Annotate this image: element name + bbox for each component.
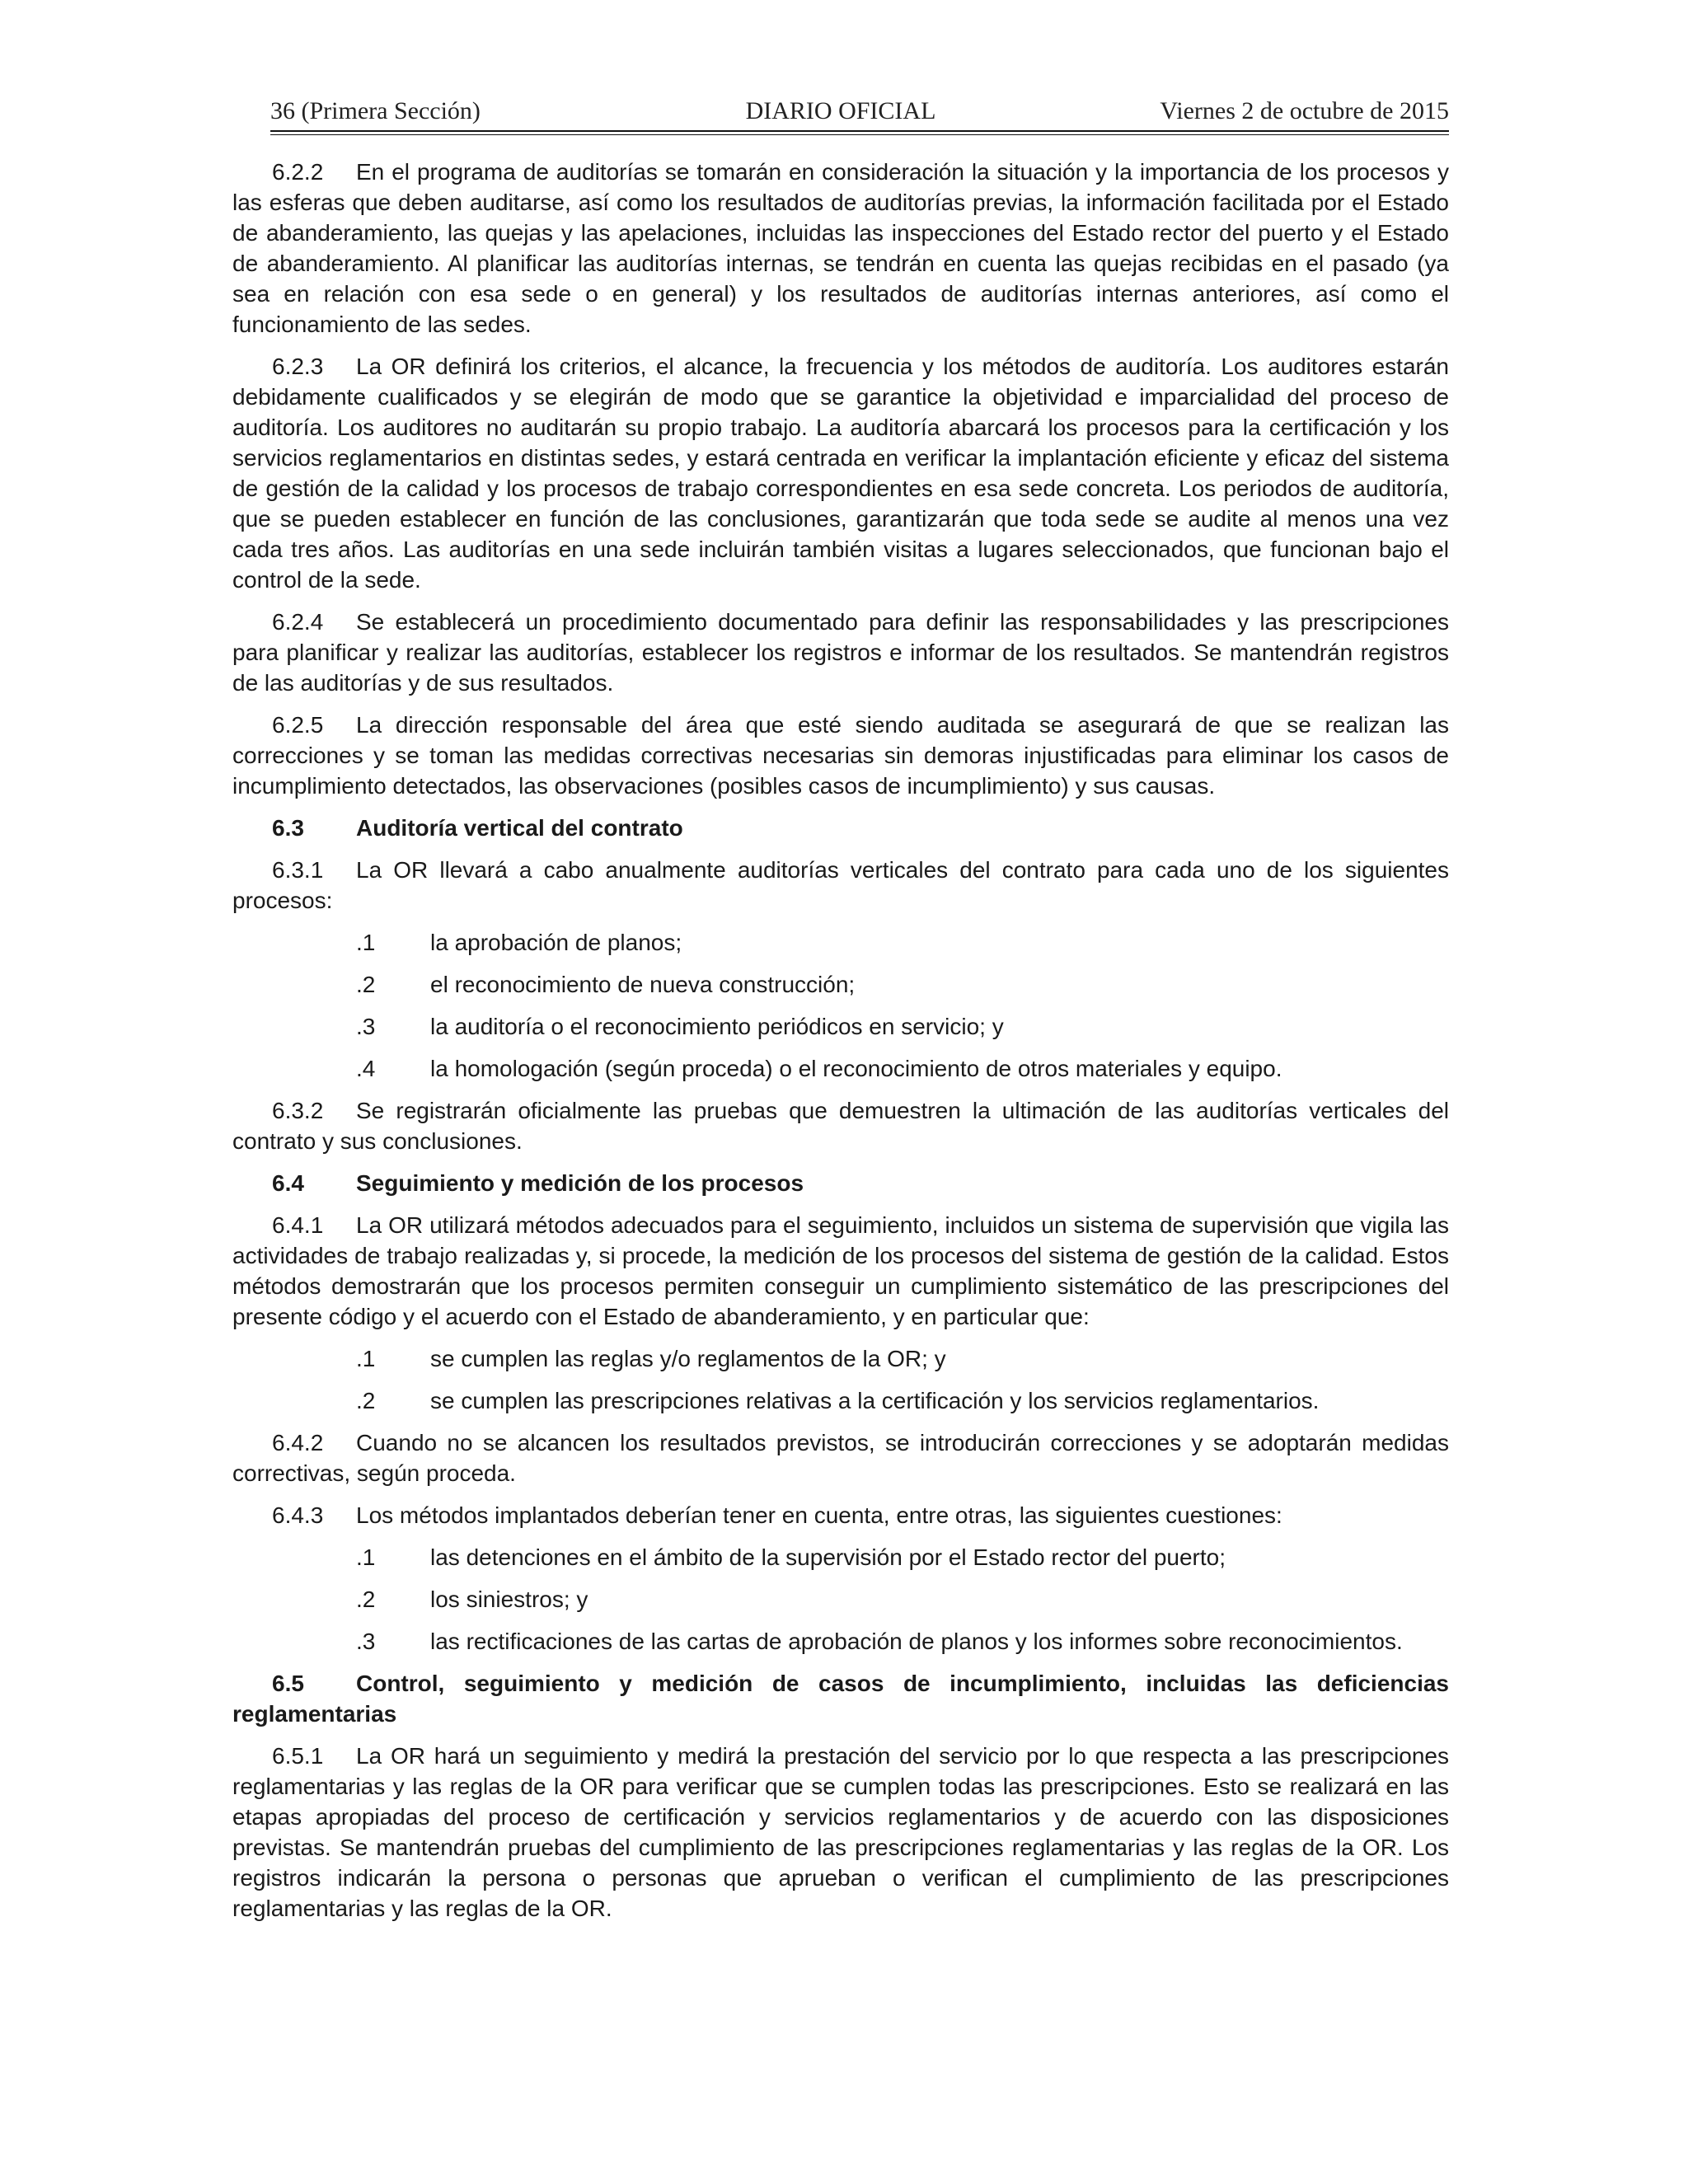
list-item-number: .1 [356,1544,376,1570]
section-title: Auditoría vertical del contrato [356,815,683,841]
paragraph-number: 6.5.1 [272,1743,324,1769]
list-item-number: .2 [356,1388,376,1413]
section-heading [232,1668,1449,1729]
paragraph-text: Se registrarán oficialmente las pruebas que demuestren la ultimación de las auditorías verticales del contrato y sus conclusiones. [232,1098,1449,1154]
paragraph [232,157,1449,340]
document-page [232,92,1449,1935]
paragraph-text: La OR llevará a cabo anualmente auditorías verticales del contrato para cada uno de los siguientes procesos: [232,857,1449,913]
list-item [232,1011,1449,1042]
page-number-section: 36 (Primera Sección) [270,97,481,124]
header-rule [270,130,1449,132]
list-item [232,1343,1449,1374]
list-item [232,1542,1449,1572]
list-item-text: la aprobación de planos; [430,930,682,955]
publication-date: Viernes 2 de octubre de 2015 [1160,97,1449,124]
paragraph-number: 6.2.4 [272,609,324,635]
paragraph-text: La OR utilizará métodos adecuados para el seguimiento, incluidos un sistema de supervisión que vigila las actividades de trabajo realizadas y, si procede, la medición de los procesos del sistema de gestión de la calidad. Estos métodos demostrarán que los procesos permiten conseguir un cumplimiento sistemático de las prescripciones del presente código y el acuerdo con el Estado de abanderamiento, y en particular que: [232,1212,1449,1329]
section-title: Seguimiento y medición de los procesos [356,1170,804,1196]
list-item-number: .3 [356,1629,376,1654]
list-item-number: .2 [356,972,376,997]
publication-title: DIARIO OFICIAL [745,97,936,124]
list-item-number: .4 [356,1056,376,1081]
paragraph-number: 6.2.5 [272,712,324,738]
header-rule-secondary [270,134,1449,135]
list-item-text: se cumplen las reglas y/o reglamentos de la OR; y [430,1346,946,1371]
section-title: Control, seguimiento y medición de casos de incumplimiento, incluidas las deficiencias reglamentarias [232,1671,1449,1727]
list-item [232,1626,1449,1657]
paragraph-number: 6.4.1 [272,1212,324,1238]
paragraph [232,710,1449,801]
paragraph-number: 6.3.2 [272,1098,324,1123]
list-item-number: .3 [356,1014,376,1039]
list-item [232,1584,1449,1615]
section-number: 6.4 [272,1170,304,1196]
paragraph [232,1095,1449,1156]
list-item [232,1385,1449,1416]
list-item [232,927,1449,958]
paragraph-text: La OR hará un seguimiento y medirá la prestación del servicio por lo que respecta a las prescripciones reglamentarias y las reglas de la OR para verificar que se cumplen todas las prescripciones. Esto se realizará en las etapas apropiadas del proceso de certificación y servicios reglamentarios y de acuerdo con las disposiciones previstas. Se mantendrán pruebas del cumplimiento de las prescripciones reglamentarias y las reglas de la OR. Los registros indicarán la persona o personas que aprueban o verifican el cumplimiento de las prescripciones reglamentarias y las reglas de la OR. [232,1743,1449,1921]
paragraph [232,855,1449,916]
list-item-text: los siniestros; y [430,1586,588,1612]
paragraph-text: En el programa de auditorías se tomarán en consideración la situación y la importancia de los procesos y las esferas que deben auditarse, así como los resultados de auditorías previas, la información facilitada por el Estado de abanderamiento, las quejas y las apelaciones, incluidas las inspecciones del Estado rector del puerto y el Estado de abanderamiento. Al planificar las auditorías internas, se tendrán en cuenta las quejas recibidas en el pasado (ya sea en relación con esa sede o en general) y los resultados de auditorías internas anteriores, así como el funcionamiento de las sedes. [232,159,1449,337]
paragraph-text: Los métodos implantados deberían tener en cuenta, entre otras, las siguientes cuestiones: [356,1502,1282,1528]
paragraph [232,1500,1449,1530]
paragraph-text: La dirección responsable del área que esté siendo auditada se asegurará de que se realizan las correcciones y se toman las medidas correctivas necesarias sin demoras injustificadas para eliminar los casos de incumplimiento detectados, las observaciones (posibles casos de incumplimiento) y sus causas. [232,712,1449,799]
paragraph-text: Se establecerá un procedimiento documentado para definir las responsabilidades y las prescripciones para planificar y realizar las auditorías, establecer los registros e informar de los resultados. Se mantendrán registros de las auditorías y de sus resultados. [232,609,1449,696]
list-item-number: .2 [356,1586,376,1612]
list-item-text: las rectificaciones de las cartas de aprobación de planos y los informes sobre reconocimientos. [430,1629,1403,1654]
list-item [232,1053,1449,1084]
paragraph-text: La OR definirá los criterios, el alcance, la frecuencia y los métodos de auditoría. Los auditores estarán debidamente cualificados y se elegirán de modo que se garantice la objetividad e imparcialidad del proceso de auditoría. Los auditores no auditarán su propio trabajo. La auditoría abarcará los procesos para la certificación y los servicios reglamentarios en distintas sedes, y estará centrada en verificar la implantación eficiente y eficaz del sistema de gestión de la calidad y los procesos de trabajo correspondientes en esa sede concreta. Los periodos de auditoría, que se pueden establecer en función de las conclusiones, garantizarán que toda sede se audite al menos una vez cada tres años. Las auditorías en una sede incluirán también visitas a lugares seleccionados, que funcionan bajo el control de la sede. [232,354,1449,593]
section-heading [232,1168,1449,1198]
paragraph-number: 6.3.1 [272,857,324,883]
paragraph-number: 6.2.3 [272,354,324,379]
section-heading [232,813,1449,843]
section-number: 6.3 [272,815,304,841]
list-item-number: .1 [356,1346,376,1371]
list-item-text: la homologación (según proceda) o el reconocimiento de otros materiales y equipo. [430,1056,1282,1081]
list-item-number: .1 [356,930,376,955]
paragraph-number: 6.4.3 [272,1502,324,1528]
list-item [232,969,1449,1000]
paragraph-number: 6.2.2 [272,159,324,185]
list-item-text: la auditoría o el reconocimiento periódicos en servicio; y [430,1014,1004,1039]
page-header [232,92,1449,130]
section-number: 6.5 [272,1671,304,1696]
list-item-text: las detenciones en el ámbito de la supervisión por el Estado rector del puerto; [430,1544,1226,1570]
document-body [232,157,1449,1924]
paragraph-number: 6.4.2 [272,1430,324,1455]
paragraph [232,607,1449,698]
list-item-text: el reconocimiento de nueva construcción; [430,972,856,997]
paragraph [232,351,1449,595]
paragraph [232,1427,1449,1488]
paragraph [232,1210,1449,1332]
list-item-text: se cumplen las prescripciones relativas a la certificación y los servicios reglamentarios. [430,1388,1320,1413]
paragraph-text: Cuando no se alcancen los resultados previstos, se introducirán correcciones y se adoptarán medidas correctivas, según proceda. [232,1430,1449,1486]
paragraph [232,1741,1449,1924]
